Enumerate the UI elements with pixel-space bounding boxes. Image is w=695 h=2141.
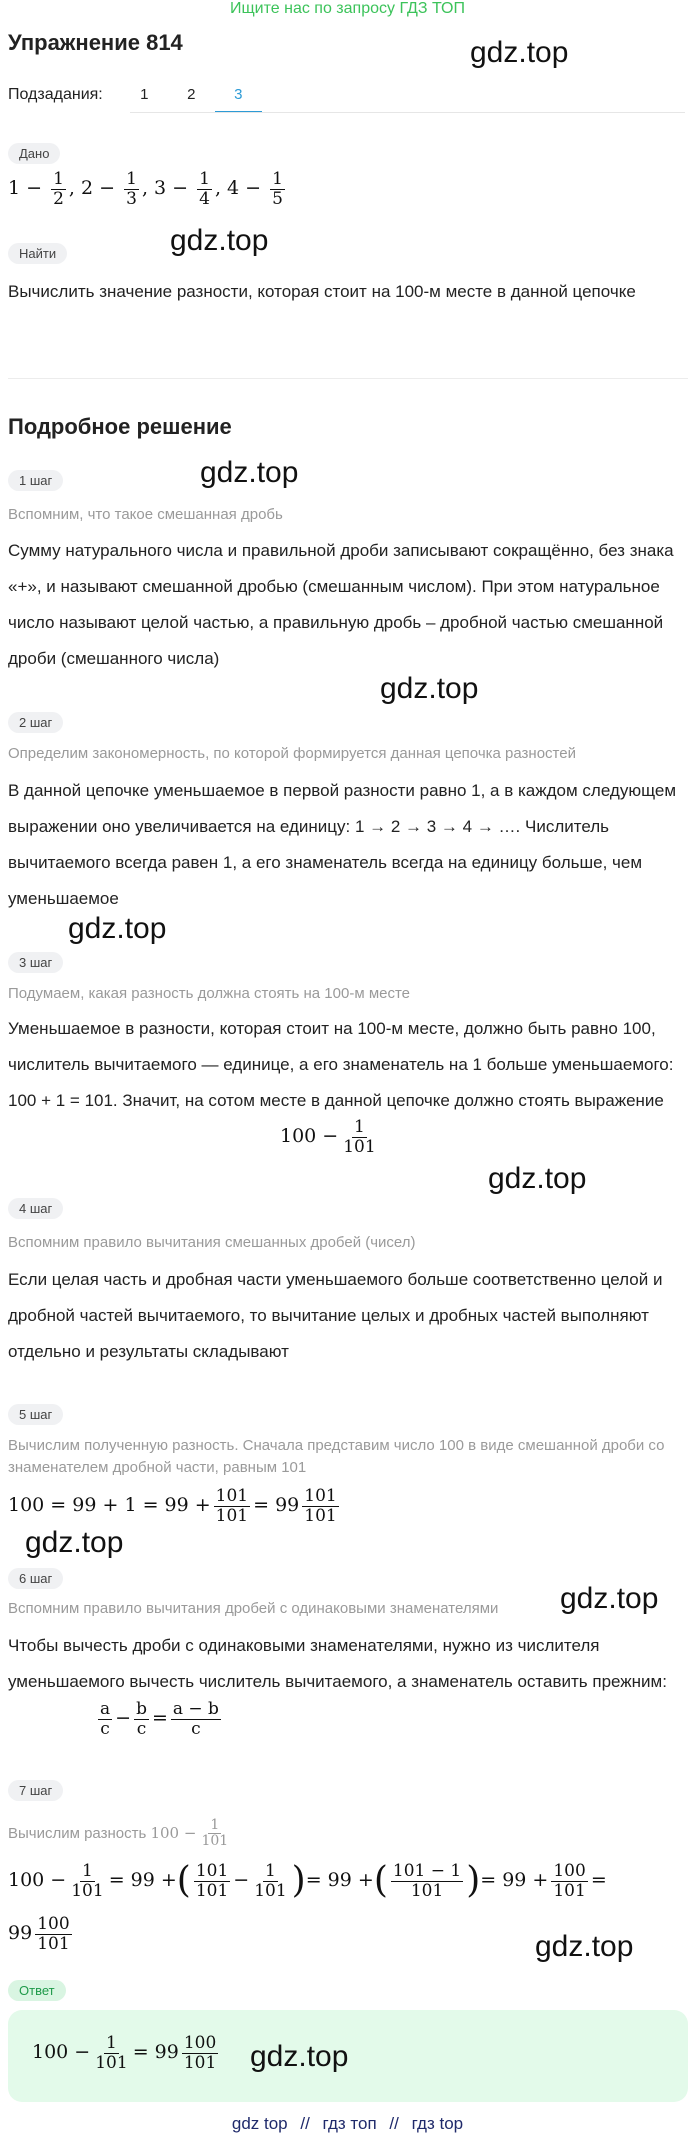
step-5-chip: 5 шаг: [8, 1404, 63, 1425]
subtasks-bar: [8, 86, 262, 113]
watermark: gdz.top: [200, 456, 299, 489]
step-3-chip: 3 шаг: [8, 952, 63, 973]
page-title: Упражнение 814: [8, 30, 183, 55]
tab-subtask-1[interactable]: 1: [140, 86, 149, 103]
step-7-calculation: 100 − $\frac{1}{101}$ = 99 +( $\frac{101}{101}$ − $\frac{1}{101}$ )= 99 +( $\frac{101 - 1}{101}$ )= 99 + $\frac{100}{101}$ =: [8, 1860, 607, 1902]
step-2-chip: 2 шаг: [8, 712, 63, 733]
footer-link-gdz-top-mixed[interactable]: гдз top: [411, 2114, 464, 2133]
watermark: gdz.top: [250, 2040, 349, 2073]
divider: [8, 378, 688, 379]
subtasks-label: Подзадания:: [8, 86, 103, 103]
step-1-text: Сумму натурального числа и правильной дроби записывают сокращённо, без знака «+», и называют смешанной дробью (смешанным числом). При этом натуральное число называют целой частью, а правильную дробь – дробной частью смешанной дроби (смешанного числа): [8, 541, 674, 668]
watermark: gdz.top: [25, 1526, 124, 1559]
step-4-chip: 4 шаг: [8, 1198, 63, 1219]
tab-subtask-2[interactable]: 2: [187, 86, 196, 103]
step-4-hint: Вспомним правило вычитания смешанных дробей (чисел): [8, 1234, 416, 1251]
solution-title: Подробное решение: [8, 414, 232, 439]
watermark: gdz.top: [170, 224, 269, 257]
watermark: gdz.top: [380, 672, 479, 705]
footer-separator: //: [389, 2114, 399, 2133]
tab-underline: [130, 112, 685, 113]
footer-separator: //: [300, 2114, 310, 2133]
step-3-expression: 100 − $\frac{1}{101}$: [280, 1117, 376, 1157]
watermark: gdz.top: [68, 912, 167, 945]
step-4-text: Если целая часть и дробная части уменьшаемого больше соответственно целой и дробной частей вычитаемого, то вычитание целых и дробных частей выполняют отдельно и результаты складывают: [8, 1270, 663, 1361]
step-5-hint: Вычислим полученную разность. Сначала представим число 100 в виде смешанной дроби со знаменателем дробной части, равным 101: [8, 1437, 665, 1476]
find-chip: Найти: [8, 243, 67, 264]
given-sequence: 1 − $\frac{1}{2}$ , 2 − $\frac{1}{3}$ , 3 − $\frac{1}{4}$ , 4 − $\frac{1}{5}$: [8, 169, 283, 209]
answer-chip: Ответ: [8, 1980, 66, 2001]
tab-subtask-3[interactable]: 3: [215, 86, 262, 113]
step-6-text: Чтобы вычесть дроби с одинаковыми знаменателями, нужно из числителя уменьшаемого вычесть числитель вычитаемого, а знаменатель оставить прежним:: [8, 1636, 667, 1691]
step-6-hint: Вспомним правило вычитания дробей с одинаковыми знаменателями: [8, 1600, 499, 1617]
step-3-text: Уменьшаемое в разности, которая стоит на 100-м месте, должно быть равно 100, числитель вычитаемого — единице, а его знаменатель на 1 больше уменьшаемого: 100 + 1 = 101. Значит, на сотом месте в данной цепочке должно стоять выражение: [8, 1019, 674, 1110]
watermark: gdz.top: [535, 1930, 634, 1963]
step-5-formula: 100 = 99 + 1 = 99 + $\frac{101}{101}$ = 99 $\frac{101}{101}$: [8, 1486, 337, 1526]
step-6-rule: $\frac{a}{c}$ − $\frac{b}{c}$ = $\frac{a - b}{c}$: [100, 1699, 219, 1739]
watermark: gdz.top: [560, 1582, 659, 1615]
step-2-hint: Определим закономерность, по которой формируется данная цепочка разностей: [8, 745, 576, 762]
answer-expression: 100 − $\frac{1}{101}$ = 99 $\frac{100}{101}$: [32, 2033, 217, 2073]
given-chip: Дано: [8, 143, 60, 164]
footer-links: [0, 2114, 695, 2134]
find-text: Вычислить значение разности, которая стоит на 100-м месте в данной цепочке: [8, 282, 636, 301]
step-7-chip: 7 шаг: [8, 1780, 63, 1801]
top-banner[interactable]: Ищите нас по запросу ГДЗ ТОП: [230, 0, 465, 17]
step-3-hint: Подумаем, какая разность должна стоять на 100-м месте: [8, 985, 411, 1002]
watermark: gdz.top: [470, 36, 569, 69]
subtask-tabs: [121, 86, 262, 113]
step-1-hint: Вспомним, что такое смешанная дробь: [8, 506, 283, 523]
step-7-result: 99 $\frac{100}{101}$: [8, 1914, 70, 1954]
step-1-chip: 1 шаг: [8, 470, 63, 491]
watermark: gdz.top: [488, 1162, 587, 1195]
step-6-chip: 6 шаг: [8, 1568, 63, 1589]
step-7-hint: Вычислим разность 100 − $\frac{1}{101}$: [8, 1817, 229, 1850]
footer-link-gdz-top-ru[interactable]: гдз топ: [322, 2114, 377, 2133]
footer-link-gdz-top[interactable]: gdz top: [231, 2114, 288, 2133]
step-2-text: В данной цепочке уменьшаемое в первой разности равно 1, а в каждом следующем выражении оно увеличивается на единицу: 1 → 2 → 3 → 4 → …. Числитель вычитаемого всегда равен 1, а его знаменатель всегда на единицу больше, чем уменьшаемое: [8, 781, 677, 908]
